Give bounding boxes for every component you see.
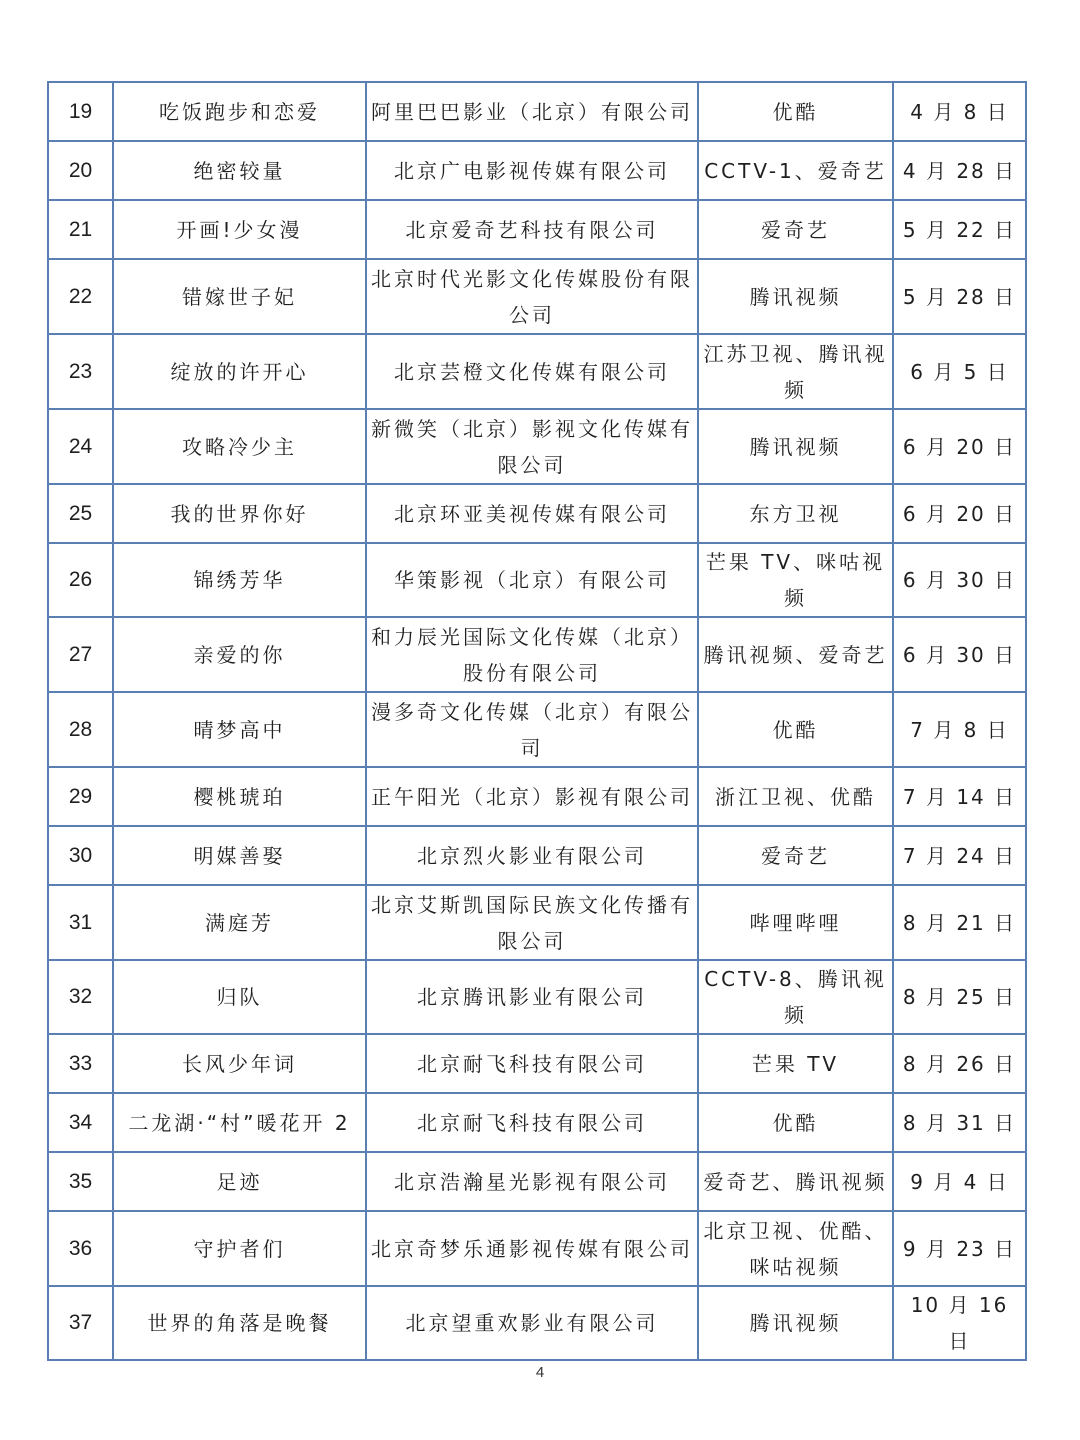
table-row [48,141,1026,200]
production-company-cell: 漫多奇文化传媒（北京）有限公司 [366,692,698,767]
row-number-cell: 33 [48,1034,113,1093]
broadcast-platform-cell: 北京卫视、优酷、咪咕视频 [698,1211,893,1286]
drama-table [47,81,1027,1361]
production-company-cell: 北京耐飞科技有限公司 [366,1034,698,1093]
air-date-cell: 6 月 30 日 [893,543,1026,617]
air-date-cell: 7 月 24 日 [893,826,1026,885]
air-date-cell: 5 月 28 日 [893,259,1026,334]
broadcast-platform-cell: 爱奇艺 [698,826,893,885]
production-company-cell: 新微笑（北京）影视文化传媒有限公司 [366,409,698,484]
air-date-cell: 4 月 8 日 [893,82,1026,141]
drama-title-cell: 绝密较量 [113,141,366,200]
drama-title-cell: 明媒善娶 [113,826,366,885]
table-row [48,1286,1026,1360]
row-number-cell: 25 [48,484,113,543]
table-row [48,885,1026,960]
broadcast-platform-cell: 哔哩哔哩 [698,885,893,960]
production-company-cell: 北京环亚美视传媒有限公司 [366,484,698,543]
broadcast-platform-cell: 芒果 TV [698,1034,893,1093]
drama-title-cell: 樱桃琥珀 [113,767,366,826]
production-company-cell: 北京望重欢影业有限公司 [366,1286,698,1360]
table-row [48,617,1026,692]
broadcast-platform-cell: 爱奇艺、腾讯视频 [698,1152,893,1211]
row-number-cell: 32 [48,960,113,1034]
table-row [48,826,1026,885]
drama-title-cell: 锦绣芳华 [113,543,366,617]
production-company-cell: 北京烈火影业有限公司 [366,826,698,885]
broadcast-platform-cell: 腾讯视频 [698,259,893,334]
drama-title-cell: 攻略冷少主 [113,409,366,484]
drama-title-cell: 满庭芳 [113,885,366,960]
air-date-cell: 8 月 31 日 [893,1093,1026,1152]
drama-title-cell: 长风少年词 [113,1034,366,1093]
air-date-cell: 8 月 26 日 [893,1034,1026,1093]
drama-title-cell: 错嫁世子妃 [113,259,366,334]
drama-title-cell: 我的世界你好 [113,484,366,543]
production-company-cell: 和力辰光国际文化传媒（北京）股份有限公司 [366,617,698,692]
row-number-cell: 24 [48,409,113,484]
air-date-cell: 6 月 30 日 [893,617,1026,692]
broadcast-platform-cell: CCTV-8、腾讯视频 [698,960,893,1034]
broadcast-platform-cell: 腾讯视频、爱奇艺 [698,617,893,692]
drama-title-cell: 归队 [113,960,366,1034]
production-company-cell: 北京奇梦乐通影视传媒有限公司 [366,1211,698,1286]
row-number-cell: 30 [48,826,113,885]
production-company-cell: 北京爱奇艺科技有限公司 [366,200,698,259]
table-row [48,767,1026,826]
broadcast-platform-cell: 浙江卫视、优酷 [698,767,893,826]
row-number-cell: 20 [48,141,113,200]
row-number-cell: 37 [48,1286,113,1360]
row-number-cell: 36 [48,1211,113,1286]
air-date-cell: 9 月 4 日 [893,1152,1026,1211]
broadcast-platform-cell: 优酷 [698,1093,893,1152]
table-row [48,82,1026,141]
table-row [48,200,1026,259]
drama-title-cell: 吃饭跑步和恋爱 [113,82,366,141]
drama-title-cell: 世界的角落是晚餐 [113,1286,366,1360]
air-date-cell: 9 月 23 日 [893,1211,1026,1286]
production-company-cell: 华策影视（北京）有限公司 [366,543,698,617]
production-company-cell: 正午阳光（北京）影视有限公司 [366,767,698,826]
drama-title-cell: 二龙湖·“村”暖花开 2 [113,1093,366,1152]
drama-title-cell: 晴梦高中 [113,692,366,767]
row-number-cell: 34 [48,1093,113,1152]
drama-table-body [48,82,1026,1360]
production-company-cell: 北京耐飞科技有限公司 [366,1093,698,1152]
row-number-cell: 22 [48,259,113,334]
air-date-cell: 6 月 20 日 [893,484,1026,543]
page-number: 4 [535,1364,545,1381]
air-date-cell: 6 月 20 日 [893,409,1026,484]
air-date-cell: 4 月 28 日 [893,141,1026,200]
broadcast-platform-cell: 东方卫视 [698,484,893,543]
air-date-cell: 8 月 25 日 [893,960,1026,1034]
broadcast-platform-cell: 腾讯视频 [698,1286,893,1360]
drama-title-cell: 亲爱的你 [113,617,366,692]
row-number-cell: 19 [48,82,113,141]
row-number-cell: 28 [48,692,113,767]
production-company-cell: 阿里巴巴影业（北京）有限公司 [366,82,698,141]
table-row [48,259,1026,334]
production-company-cell: 北京艾斯凯国际民族文化传播有限公司 [366,885,698,960]
table-row [48,1211,1026,1286]
table-row [48,1034,1026,1093]
broadcast-platform-cell: 江苏卫视、腾讯视频 [698,334,893,409]
table-row [48,543,1026,617]
broadcast-platform-cell: CCTV-1、爱奇艺 [698,141,893,200]
row-number-cell: 21 [48,200,113,259]
row-number-cell: 31 [48,885,113,960]
air-date-cell: 7 月 14 日 [893,767,1026,826]
row-number-cell: 29 [48,767,113,826]
drama-title-cell: 足迹 [113,1152,366,1211]
air-date-cell: 6 月 5 日 [893,334,1026,409]
drama-title-cell: 绽放的许开心 [113,334,366,409]
row-number-cell: 35 [48,1152,113,1211]
broadcast-platform-cell: 优酷 [698,692,893,767]
air-date-cell: 7 月 8 日 [893,692,1026,767]
table-row [48,334,1026,409]
drama-title-cell: 守护者们 [113,1211,366,1286]
broadcast-platform-cell: 芒果 TV、咪咕视频 [698,543,893,617]
row-number-cell: 26 [48,543,113,617]
production-company-cell: 北京芸橙文化传媒有限公司 [366,334,698,409]
table-row [48,484,1026,543]
broadcast-platform-cell: 爱奇艺 [698,200,893,259]
broadcast-platform-cell: 优酷 [698,82,893,141]
production-company-cell: 北京腾讯影业有限公司 [366,960,698,1034]
air-date-cell: 5 月 22 日 [893,200,1026,259]
production-company-cell: 北京浩瀚星光影视有限公司 [366,1152,698,1211]
air-date-cell: 8 月 21 日 [893,885,1026,960]
broadcast-platform-cell: 腾讯视频 [698,409,893,484]
table-row [48,1093,1026,1152]
air-date-cell: 10 月 16 日 [893,1286,1026,1360]
table-row [48,692,1026,767]
table-row [48,960,1026,1034]
row-number-cell: 27 [48,617,113,692]
row-number-cell: 23 [48,334,113,409]
production-company-cell: 北京时代光影文化传媒股份有限公司 [366,259,698,334]
drama-title-cell: 开画!少女漫 [113,200,366,259]
production-company-cell: 北京广电影视传媒有限公司 [366,141,698,200]
table-row [48,409,1026,484]
table-row [48,1152,1026,1211]
